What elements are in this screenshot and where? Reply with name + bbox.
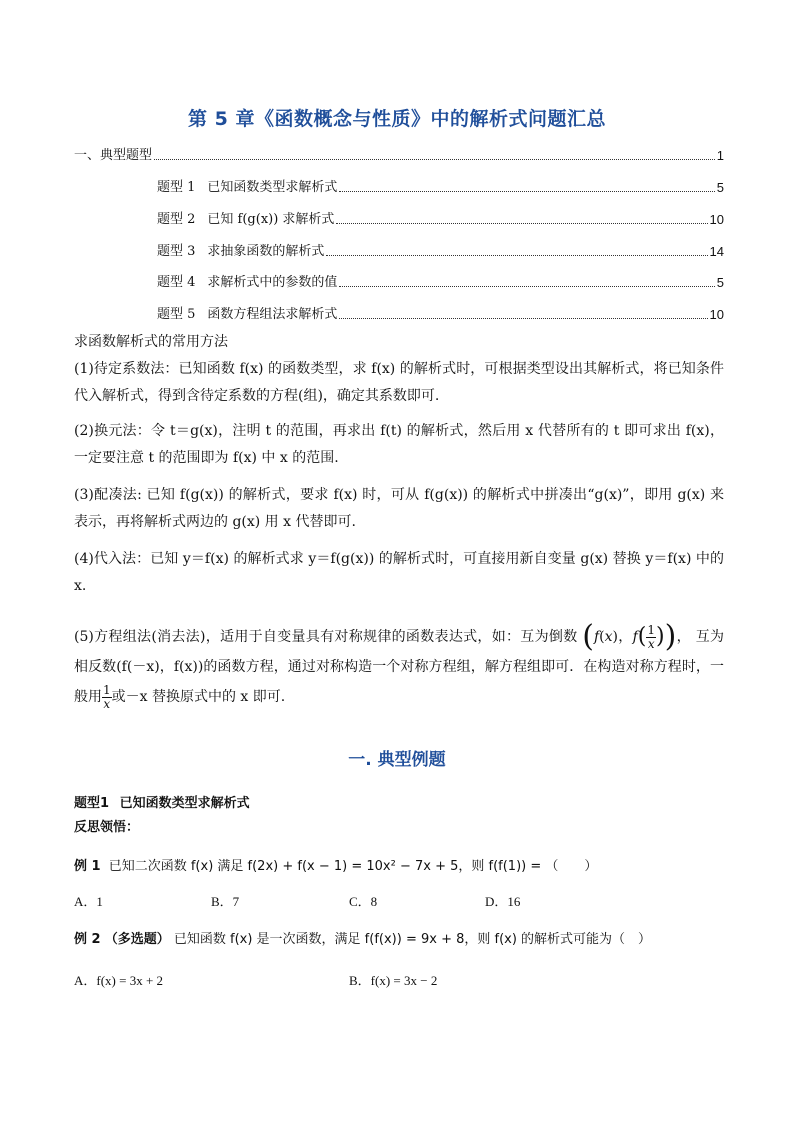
method-5-intro: (5)方程组法(消去法)，适用于自变量具有对称规律的函数表达式，如：互为倒数 xyxy=(74,629,578,645)
type-1-heading xyxy=(74,792,250,811)
toc-page: 1 xyxy=(716,148,724,163)
example-2-text: 已知函数 f(x) 是一次函数，满足 f(f(x)) = 9x + 8，则 f(x) 的解析式可能为（ ） xyxy=(173,932,652,947)
toc-entry[interactable] xyxy=(157,304,724,322)
toc-label: 一、典型题型 xyxy=(74,148,153,163)
toc-entry[interactable] xyxy=(157,272,724,290)
example-1-label: 例 1 xyxy=(74,859,101,874)
toc-entry[interactable] xyxy=(157,241,724,259)
option-b[interactable]: B．7 xyxy=(211,894,240,909)
toc-leader xyxy=(336,223,707,224)
toc-label: 已知 f(g(x)) 求解析式 xyxy=(207,212,335,227)
example-1 xyxy=(74,855,597,874)
toc-page: 10 xyxy=(709,307,724,322)
reciprocal-pair-formula: (f(x)，f( $\frac{1}{x}$ ))， xyxy=(582,619,696,654)
reciprocal-fraction: $\frac{1}{x}$ xyxy=(103,682,111,711)
toc-num: 题型 2 xyxy=(157,212,196,227)
toc-label: 求抽象函数的解析式 xyxy=(207,244,325,259)
example-1-options xyxy=(74,891,724,909)
option-b[interactable]: B．f(x) = 3x − 2 xyxy=(349,973,438,988)
method-5-body: 互为相反数(f(－x)，f(x))的函数方程，通过对称构造一个对称方程组，解方程组即可．在构造对称方程时，一般用 xyxy=(74,629,725,705)
toc-page: 10 xyxy=(709,212,724,227)
methods-heading: 求函数解析式的常用方法 xyxy=(74,334,228,350)
method-1: (1)待定系数法：已知函数 f(x) 的函数类型，求 f(x) 的解析式时，可根据类型设出其解析式，将已知条件代入解析式，得到含待定系数的方程(组)，确定其系数即可. xyxy=(74,361,724,404)
toc-leader xyxy=(154,159,715,160)
toc-label: 已知函数类型求解析式 xyxy=(207,180,338,195)
option-c[interactable]: C．8 xyxy=(349,894,378,909)
example-2-options xyxy=(74,970,724,988)
type-1-text: 已知函数类型求解析式 xyxy=(119,796,250,811)
toc-page: 14 xyxy=(709,244,724,259)
toc-entry[interactable] xyxy=(157,209,724,227)
method-5 xyxy=(74,619,725,712)
toc-leader xyxy=(339,191,714,192)
toc-leader xyxy=(339,286,714,287)
toc-leader xyxy=(339,318,707,319)
toc-entry[interactable] xyxy=(157,177,724,195)
method-5-tail: 或－x 替换原式中的 x 即可. xyxy=(111,689,286,705)
toc-leader xyxy=(326,255,707,256)
method-4: (4)代入法：已知 y＝f(x) 的解析式求 y＝f(g(x)) 的解析式时，可直接用新自变量 g(x) 替换 y＝f(x) 中的 x. xyxy=(74,551,724,594)
method-3: (3)配凑法: 已知 f(g(x)) 的解析式，要求 f(x) 时，可从 f(g(x)) 的解析式中拼凑出“g(x)”，即用 g(x) 来表示，再将解析式两边的 g(x) 用 x 代替即可. xyxy=(74,487,724,530)
toc-label: 求解析式中的参数的值 xyxy=(207,275,338,290)
example-2-label: 例 2 xyxy=(74,932,101,947)
toc-num: 题型 3 xyxy=(157,244,196,259)
toc-num: 题型 5 xyxy=(157,307,196,322)
toc-num: 题型 4 xyxy=(157,275,196,290)
toc-num: 题型 1 xyxy=(157,180,196,195)
toc-page: 5 xyxy=(716,180,724,195)
section-title: 一. 典型例题 xyxy=(348,750,446,770)
toc-page: 5 xyxy=(716,275,724,290)
reflection-label: 反思领悟： xyxy=(74,820,140,835)
option-d[interactable]: D．16 xyxy=(485,894,521,909)
page-title: 第 5 章《函数概念与性质》中的解析式问题汇总 xyxy=(188,108,606,130)
example-2 xyxy=(74,928,651,947)
toc-label: 函数方程组法求解析式 xyxy=(207,307,338,322)
option-a[interactable]: A．f(x) = 3x + 2 xyxy=(74,973,164,988)
example-2-tag: （多选题） xyxy=(104,932,170,947)
toc-entry[interactable] xyxy=(74,145,724,163)
option-a[interactable]: A．1 xyxy=(74,894,103,909)
type-1-label: 题型1 xyxy=(74,796,110,811)
method-2: (2)换元法：令 t＝g(x)，注明 t 的范围，再求出 f(t) 的解析式，然后用 x 代替所有的 t 即可求出 f(x)，一定要注意 t 的范围即为 f(x) 中 x 的范围. xyxy=(74,423,724,466)
example-1-text: 已知二次函数 f(x) 满足 f(2x) + f(x − 1) = 10x² − 7x + 5，则 f(f(1)) = （ ） xyxy=(108,859,598,874)
